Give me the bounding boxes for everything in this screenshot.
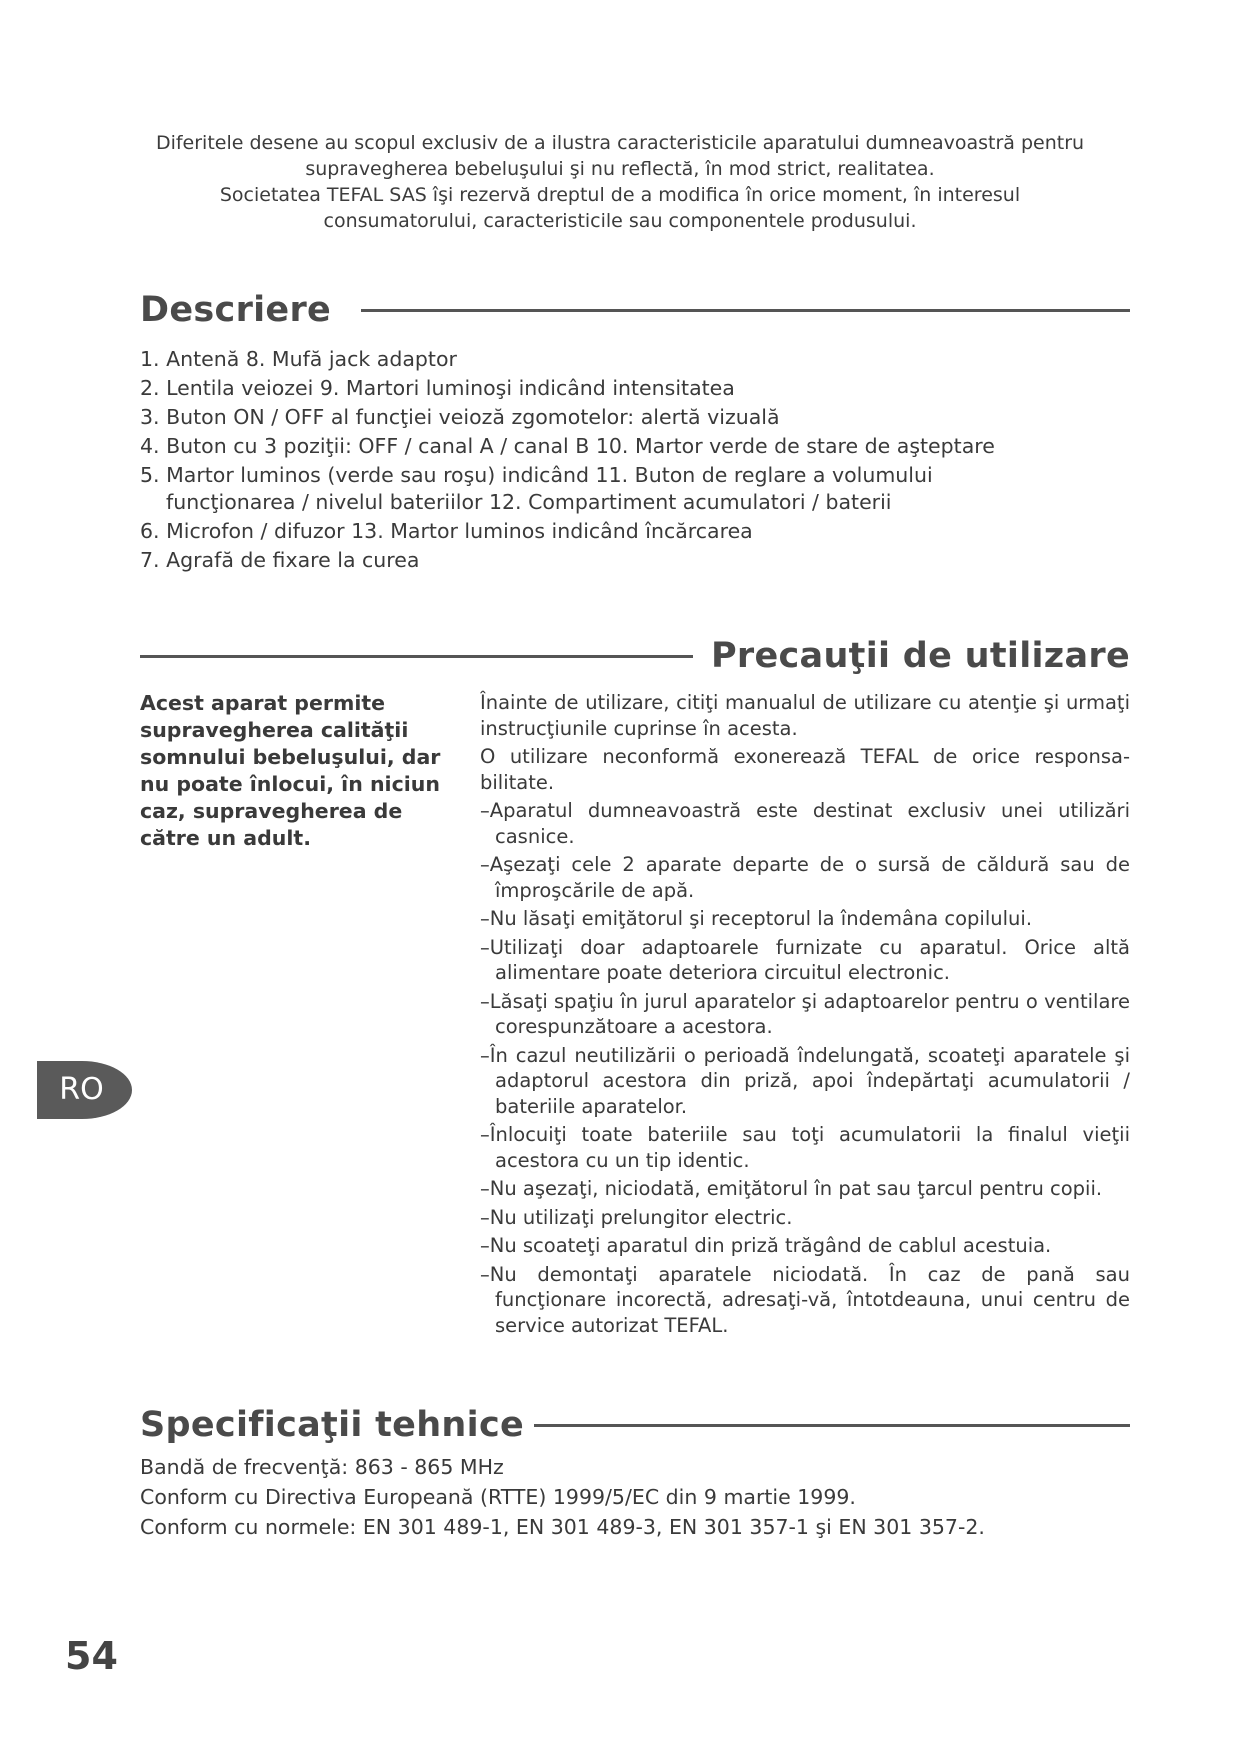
description-item: funcţionarea / nivelul bateriilor 12. Compartiment acumulatori / baterii [166, 490, 892, 514]
precautions-heading [140, 636, 1130, 676]
specs-rule [534, 1424, 1130, 1427]
specs-title: Specificaţii tehnice [140, 1405, 525, 1445]
precaution-bullet: –Nu utilizaţi prelungitor electric. [480, 1205, 793, 1229]
precaution-bullet: –Utilizaţi doar adaptoarele furnizate cu aparatul. Orice altă alimentare poate deteriora circuitul electronic. [480, 935, 1130, 984]
precautions-intro-1: Înainte de utilizare, citiţi manualul de utilizare cu atenţie şi urmaţi instrucţiunile cuprinse în acesta. [480, 691, 1130, 740]
description-item: 3. Buton ON / OFF al funcţiei veioză zgomotelor: alertă vizuală [140, 405, 780, 429]
description-item: 4. Buton cu 3 poziţii: OFF / canal A / canal B 10. Martor verde de stare de aşteptare [140, 434, 995, 458]
spec-line: Conform cu Directiva Europeană (RTTE) 1999/5/EC din 9 martie 1999. [140, 1485, 856, 1509]
specs-heading [140, 1405, 1130, 1445]
description-title: Descriere [140, 290, 332, 330]
description-item: 2. Lentila veiozei 9. Martori luminoşi indicând intensitatea [140, 376, 735, 400]
precaution-bullet: –Aşezaţi cele 2 aparate departe de o sursă de căldură sau de împroşcările de apă. [480, 853, 1130, 902]
precaution-bullet: –În cazul neutilizării o perioadă îndelungată, scoateţi aparatele şi adaptorul acestora din priză, apoi îndepărtaţi acumulatorii / bateriile aparatelor. [480, 1043, 1130, 1118]
precautions-rule [140, 655, 693, 658]
description-item: 5. Martor luminos (verde sau roşu) indicând 11. Buton de reglare a volumului [140, 463, 933, 487]
precaution-bullet: –Înlocuiţi toate bateriile sau toţi acumulatorii la finalul vieţii acestora cu un tip identic. [480, 1123, 1130, 1172]
description-heading [140, 290, 1130, 330]
page-number: 54 [65, 1634, 118, 1678]
precaution-bullet: –Nu demontaţi aparatele niciodată. În caz de pană sau funcţionare incorectă, adresaţi-vă, întotdeauna, unui centru de service autorizat TEFAL. [480, 1262, 1130, 1337]
precaution-bullet: –Nu scoateţi aparatul din priză trăgând de cablul acestuia. [480, 1234, 1052, 1257]
intro-line-1: Diferitele desene au scopul exclusiv de a ilustra caracteristicile aparatului dumneavoastră pentru supravegherea bebeluşului şi nu reflectă, în mod strict, realitatea. [155, 132, 1085, 180]
description-item: 6. Microfon / difuzor 13. Martor luminos indicând încărcarea [140, 519, 753, 543]
precautions-title: Precauţii de utilizare [710, 636, 1130, 676]
precaution-bullet: –Nu lăsaţi emiţătorul şi receptorul la îndemâna copilului. [480, 907, 1033, 930]
precautions-text [480, 690, 1130, 1341]
language-tab: RO [37, 1061, 132, 1119]
description-item: 1. Antenă 8. Mufă jack adaptor [140, 347, 457, 371]
description-list [140, 346, 1120, 576]
precautions-intro-2: O utilizare neconformă exonerează TEFAL de orice responsa-bilitate. [480, 745, 1130, 794]
intro-disclaimer [140, 130, 1100, 234]
description-item: 7. Agrafă de fixare la curea [140, 548, 420, 572]
precautions-note: Acest aparat permite supravegherea calităţii somnului bebeluşului, dar nu poate înlocui, în niciun caz, supravegherea de către un adult. [140, 691, 441, 850]
spec-line: Conform cu normele: EN 301 489-1, EN 301 489-3, EN 301 357-1 şi EN 301 357-2. [140, 1515, 985, 1539]
intro-line-2: Societatea TEFAL SAS îşi rezervă dreptul de a modifica în orice moment, în interesul consumatorului, caracteristicile sau componentele produsului. [219, 184, 1021, 232]
precaution-bullet: –Nu aşezaţi, niciodată, emiţătorul în pat sau ţarcul pentru copii. [480, 1177, 1103, 1200]
precaution-bullet: –Lăsaţi spaţiu în jurul aparatelor şi adaptoarelor pentru o ventilare corespunzătoare a acestora. [480, 989, 1130, 1038]
spec-line: Bandă de frecvenţă: 863 - 865 MHz [140, 1455, 504, 1479]
description-rule [361, 309, 1130, 312]
precaution-bullet: –Aparatul dumneavoastră este destinat exclusiv unei utilizări casnice. [480, 799, 1130, 848]
specs-text [140, 1452, 1130, 1542]
